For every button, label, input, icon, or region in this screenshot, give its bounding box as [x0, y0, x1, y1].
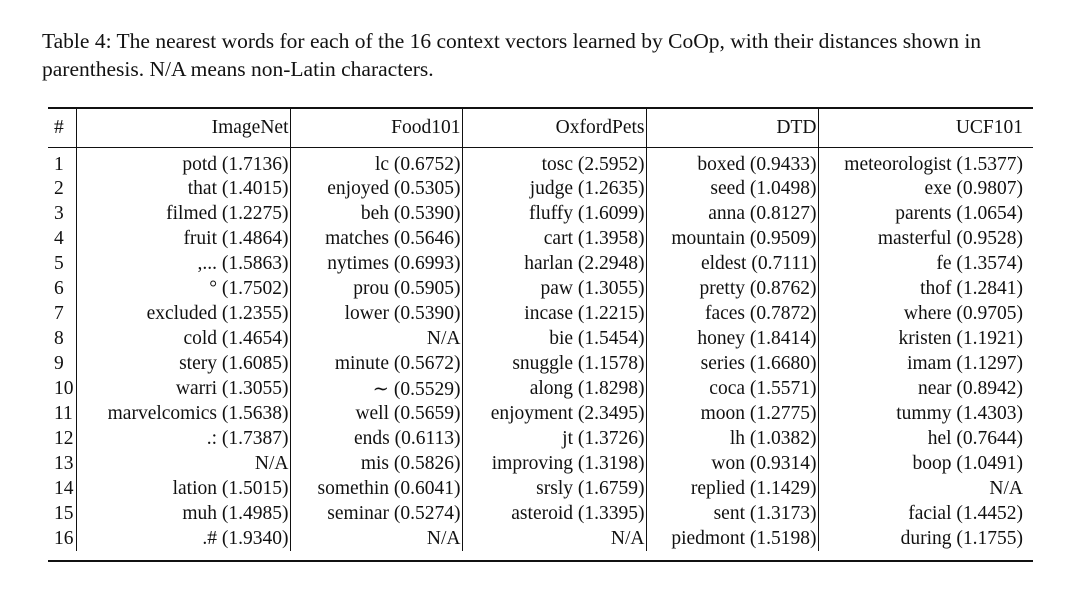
nearest-words-table: [48, 107, 1028, 551]
cell-ucf101: hel (0.7644): [927, 427, 1023, 449]
cell-ucf101: facial (1.4452): [908, 502, 1023, 524]
table-row: [48, 301, 1028, 326]
cell-ucf101: parents (1.0654): [895, 202, 1023, 224]
cell-ucf101: imam (1.1297): [907, 352, 1023, 374]
table-row: [48, 226, 1028, 251]
cell-ucf101: exe (0.9807): [924, 177, 1023, 199]
cell-imagenet: ° (1.7502): [76, 276, 290, 301]
cell-oxfordpets: cart (1.3958): [462, 226, 646, 251]
cell-imagenet: N/A: [76, 451, 290, 476]
cell-food101: ∼ (0.5529): [290, 376, 462, 401]
cell-oxfordpets: jt (1.3726): [462, 426, 646, 451]
cell-index: 1: [48, 148, 76, 176]
table-row: [48, 451, 1028, 476]
cell-index: 8: [48, 326, 76, 351]
cell-index: 5: [48, 251, 76, 276]
cell-food101: lower (0.5390): [290, 301, 462, 326]
table-row: [48, 526, 1028, 551]
cell-index: 10: [48, 376, 76, 401]
table-row: [48, 176, 1028, 201]
cell-food101: seminar (0.5274): [290, 501, 462, 526]
cell-oxfordpets: enjoyment (2.3495): [462, 401, 646, 426]
cell-oxfordpets: N/A: [462, 526, 646, 551]
cell-index: 11: [48, 401, 76, 426]
cell-oxfordpets: bie (1.5454): [462, 326, 646, 351]
cell-dtd: mountain (0.9509): [646, 226, 818, 251]
cell-imagenet: cold (1.4654): [76, 326, 290, 351]
cell-food101: minute (0.5672): [290, 351, 462, 376]
cell-dtd: faces (0.7872): [646, 301, 818, 326]
cell-ucf101: boop (1.0491): [912, 452, 1023, 474]
cell-index: 7: [48, 301, 76, 326]
cell-index: 13: [48, 451, 76, 476]
cell-index: 16: [48, 526, 76, 551]
cell-food101: well (0.5659): [290, 401, 462, 426]
cell-dtd: seed (1.0498): [646, 176, 818, 201]
cell-food101: N/A: [290, 526, 462, 551]
cell-oxfordpets: asteroid (1.3395): [462, 501, 646, 526]
table-header-row: [48, 107, 1028, 148]
cell-oxfordpets: incase (1.2215): [462, 301, 646, 326]
cell-food101: lc (0.6752): [290, 148, 462, 176]
cell-food101: somethin (0.6041): [290, 476, 462, 501]
cell-food101: enjoyed (0.5305): [290, 176, 462, 201]
cell-imagenet: warri (1.3055): [76, 376, 290, 401]
cell-index: 12: [48, 426, 76, 451]
cell-dtd: series (1.6680): [646, 351, 818, 376]
cell-dtd: eldest (0.7111): [646, 251, 818, 276]
cell-index: 15: [48, 501, 76, 526]
cell-dtd: pretty (0.8762): [646, 276, 818, 301]
table-row: [48, 426, 1028, 451]
cell-dtd: lh (1.0382): [646, 426, 818, 451]
table-row: [48, 351, 1028, 376]
header-ucf101: UCF101: [955, 117, 1023, 138]
cell-oxfordpets: harlan (2.2948): [462, 251, 646, 276]
cell-ucf101: thof (1.2841): [920, 277, 1023, 299]
cell-imagenet: filmed (1.2275): [76, 201, 290, 226]
cell-oxfordpets: paw (1.3055): [462, 276, 646, 301]
cell-dtd: sent (1.3173): [646, 501, 818, 526]
cell-index: 14: [48, 476, 76, 501]
table-caption: Table 4: The nearest words for each of the 16 context vectors learned by CoOp, with their distances shown in parenthesis. N/A means non-Latin characters.: [42, 29, 982, 81]
cell-imagenet: marvelcomics (1.5638): [76, 401, 290, 426]
cell-oxfordpets: srsly (1.6759): [462, 476, 646, 501]
cell-oxfordpets: along (1.8298): [462, 376, 646, 401]
cell-ucf101: near (0.8942): [917, 377, 1023, 399]
header-imagenet: ImageNet: [76, 107, 290, 148]
table-row: [48, 476, 1028, 501]
header-oxfordpets: OxfordPets: [462, 107, 646, 148]
cell-index: 2: [48, 176, 76, 201]
cell-imagenet: that (1.4015): [76, 176, 290, 201]
cell-imagenet: .# (1.9340): [76, 526, 290, 551]
cell-food101: N/A: [290, 326, 462, 351]
cell-food101: ends (0.6113): [290, 426, 462, 451]
cell-ucf101: during (1.1755): [900, 527, 1023, 549]
cell-index: 4: [48, 226, 76, 251]
table-row: [48, 251, 1028, 276]
cell-imagenet: potd (1.7136): [76, 148, 290, 176]
cell-dtd: anna (0.8127): [646, 201, 818, 226]
table-row: [48, 276, 1028, 301]
cell-imagenet: excluded (1.2355): [76, 301, 290, 326]
header-food101: Food101: [290, 107, 462, 148]
cell-imagenet: fruit (1.4864): [76, 226, 290, 251]
cell-imagenet: stery (1.6085): [76, 351, 290, 376]
cell-food101: mis (0.5826): [290, 451, 462, 476]
table-body: [48, 148, 1028, 551]
cell-dtd: piedmont (1.5198): [646, 526, 818, 551]
cell-dtd: won (0.9314): [646, 451, 818, 476]
cell-food101: nytimes (0.6993): [290, 251, 462, 276]
cell-dtd: replied (1.1429): [646, 476, 818, 501]
table-bottom-rule: [48, 560, 1033, 562]
table-row: [48, 401, 1028, 426]
cell-food101: matches (0.5646): [290, 226, 462, 251]
cell-ucf101: tummy (1.4303): [896, 402, 1023, 424]
header-dtd: DTD: [646, 107, 818, 148]
cell-imagenet: .: (1.7387): [76, 426, 290, 451]
cell-oxfordpets: improving (1.3198): [462, 451, 646, 476]
cell-dtd: honey (1.8414): [646, 326, 818, 351]
cell-index: 3: [48, 201, 76, 226]
cell-ucf101: meteorologist (1.5377): [844, 154, 1023, 175]
cell-imagenet: muh (1.4985): [76, 501, 290, 526]
cell-oxfordpets: judge (1.2635): [462, 176, 646, 201]
cell-food101: prou (0.5905): [290, 276, 462, 301]
table-row: [48, 501, 1028, 526]
cell-dtd: moon (1.2775): [646, 401, 818, 426]
cell-ucf101: masterful (0.9528): [877, 227, 1023, 249]
cell-ucf101: N/A: [989, 477, 1023, 499]
table-row: [48, 148, 1028, 176]
table-row: [48, 326, 1028, 351]
cell-index: 9: [48, 351, 76, 376]
header-index: #: [48, 107, 76, 148]
cell-imagenet: lation (1.5015): [76, 476, 290, 501]
cell-ucf101: fe (1.3574): [936, 252, 1023, 274]
cell-oxfordpets: fluffy (1.6099): [462, 201, 646, 226]
cell-imagenet: ,... (1.5863): [76, 251, 290, 276]
cell-index: 6: [48, 276, 76, 301]
cell-oxfordpets: tosc (2.5952): [462, 148, 646, 176]
cell-dtd: boxed (0.9433): [646, 148, 818, 176]
table-row: [48, 376, 1028, 401]
cell-dtd: coca (1.5571): [646, 376, 818, 401]
cell-oxfordpets: snuggle (1.1578): [462, 351, 646, 376]
cell-ucf101: where (0.9705): [903, 302, 1023, 324]
cell-ucf101: kristen (1.1921): [898, 327, 1023, 349]
table-row: [48, 201, 1028, 226]
cell-food101: beh (0.5390): [290, 201, 462, 226]
